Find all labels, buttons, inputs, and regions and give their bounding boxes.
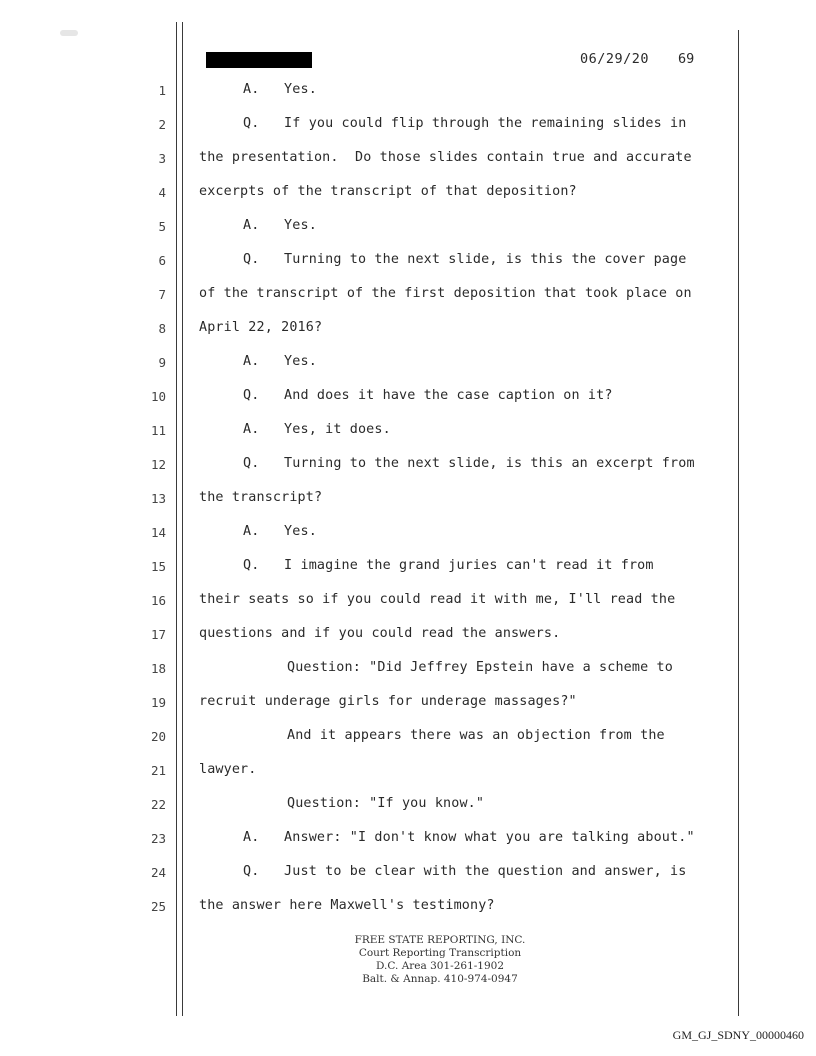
- transcript-line-text: A. Yes.: [243, 524, 317, 539]
- transcript-line-text: the transcript?: [199, 490, 323, 505]
- line-number: 24: [150, 865, 166, 880]
- footer-service: Court Reporting Transcription: [358, 947, 522, 959]
- transcript-line-text: recruit underage girls for underage massages?": [199, 694, 577, 709]
- line-number: 11: [150, 423, 166, 438]
- line-number: 5: [158, 219, 166, 234]
- line-number: 19: [150, 695, 166, 710]
- header-page-number: 69: [678, 51, 695, 67]
- line-number: 21: [150, 763, 166, 778]
- transcript-line-text: April 22, 2016?: [199, 320, 323, 335]
- footer-balt-phone: Balt. & Annap. 410-974-0947: [362, 973, 518, 985]
- line-number: 10: [150, 389, 166, 404]
- transcript-line-text: Q. Just to be clear with the question and answer, is: [243, 864, 687, 879]
- line-number: 23: [150, 831, 166, 846]
- transcript-line-text: Q. Turning to the next slide, is this the cover page: [243, 252, 687, 267]
- footer-company: FREE STATE REPORTING, INC.: [354, 934, 526, 946]
- left-margin-rule-outer: [176, 22, 177, 1016]
- transcript-line-text: Q. I imagine the grand juries can't read it from: [243, 558, 654, 573]
- line-number: 3: [158, 151, 166, 166]
- line-number: 8: [158, 321, 166, 336]
- transcript-line-text: Question: "Did Jeffrey Epstein have a scheme to: [287, 660, 673, 675]
- line-number: 18: [150, 661, 166, 676]
- transcript-line-text: the answer here Maxwell's testimony?: [199, 898, 495, 913]
- footer-dc-phone: D.C. Area 301-261-1902: [375, 960, 505, 972]
- transcript-line-text: Q. Turning to the next slide, is this an excerpt from: [243, 456, 695, 471]
- right-margin-rule: [738, 30, 739, 1016]
- bates-number: GM_GJ_SDNY_00000460: [672, 1028, 804, 1042]
- transcript-line-text: of the transcript of the first deposition that took place on: [199, 286, 692, 301]
- transcript-line-text: And it appears there was an objection from the: [287, 728, 665, 743]
- line-number: 13: [150, 491, 166, 506]
- line-number: 9: [158, 355, 166, 370]
- transcript-line-text: their seats so if you could read it with me, I'll read the: [199, 592, 676, 607]
- scan-smudge: [60, 30, 78, 36]
- header-date: 06/29/20: [580, 51, 650, 67]
- transcript-line-text: A. Yes.: [243, 218, 317, 233]
- transcript-line-text: questions and if you could read the answers.: [199, 626, 561, 641]
- line-number: 17: [150, 627, 166, 642]
- line-number: 14: [150, 525, 166, 540]
- transcript-line-text: excerpts of the transcript of that deposition?: [199, 184, 577, 199]
- line-number: 25: [150, 899, 166, 914]
- line-number: 4: [158, 185, 166, 200]
- line-number: 7: [158, 287, 166, 302]
- left-margin-rule-inner: [182, 22, 183, 1016]
- line-number: 16: [150, 593, 166, 608]
- transcript-line-text: lawyer.: [199, 762, 257, 777]
- transcript-line-text: Q. And does it have the case caption on it?: [243, 388, 613, 403]
- line-number: 2: [158, 117, 166, 132]
- transcript-line-text: A. Yes.: [243, 82, 317, 97]
- line-number: 6: [158, 253, 166, 268]
- line-number: 1: [158, 83, 166, 98]
- transcript-line-text: Question: "If you know.": [287, 796, 485, 811]
- transcript-line-text: A. Yes, it does.: [243, 422, 391, 437]
- line-number: 15: [150, 559, 166, 574]
- transcript-line-text: Q. If you could flip through the remaining slides in: [243, 116, 687, 131]
- transcript-line-text: the presentation. Do those slides contain true and accurate: [199, 150, 692, 165]
- transcript-line-text: A. Answer: "I don't know what you are talking about.": [243, 830, 695, 845]
- line-number: 12: [150, 457, 166, 472]
- line-number: 20: [150, 729, 166, 744]
- transcript-line-text: A. Yes.: [243, 354, 317, 369]
- redaction-box: [206, 52, 312, 68]
- line-number: 22: [150, 797, 166, 812]
- reporter-footer: [300, 934, 580, 986]
